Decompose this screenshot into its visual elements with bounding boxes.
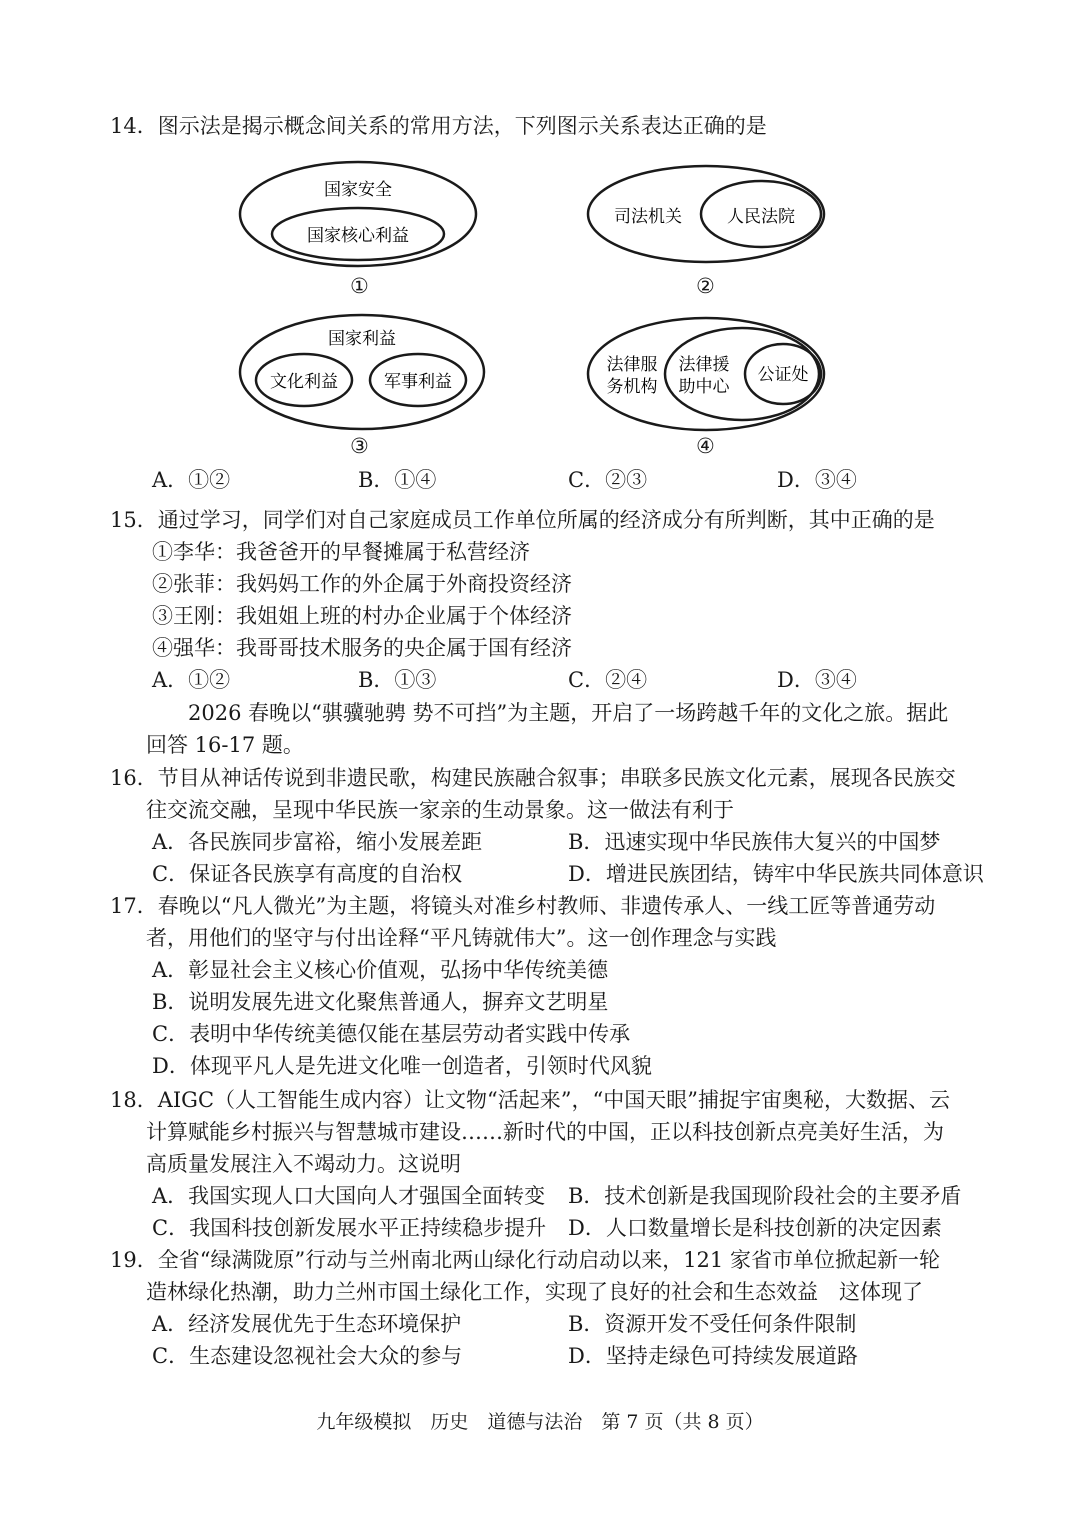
d4-inner: 公证处 (757, 365, 809, 385)
d3-right: 军事利益 (384, 372, 452, 392)
q16-option-d: D．增进民族团结，铸牢中华民族共同体意识 (568, 862, 984, 886)
q16-option-b: B．迅速实现中华民族伟大复兴的中国梦 (568, 830, 941, 854)
q18-line-3: 高质量发展注入不竭动力。这说明 (146, 1152, 461, 1176)
d1-outer: 国家安全 (324, 180, 392, 200)
q14-diagrams (0, 160, 1080, 490)
diagram-4-mark: ④ (696, 434, 715, 458)
q17-option-d: D．体现平凡人是先进文化唯一创造者，引领时代风貌 (152, 1054, 652, 1078)
q15-option-c: C．②④ (568, 668, 648, 692)
page-footer: 九年级模拟 历史 道德与法治 第 7 页（共 8 页） (316, 1411, 764, 1433)
d2-outer: 司法机关 (614, 207, 682, 227)
q18-option-c: C．我国科技创新发展水平正持续稳步提升 (152, 1216, 547, 1240)
q14-option-c: C．②③ (568, 468, 648, 492)
d4-mid-l1: 法律援 (678, 355, 730, 375)
q14-option-d: D．③④ (777, 468, 857, 492)
q16-option-c: C．保证各民族享有高度的自治权 (152, 862, 463, 886)
q17-line-2: 者，用他们的坚守与付出诠释“平凡铸就伟大”。这一创作理念与实践 (146, 926, 777, 950)
q17-option-a: A．彰显社会主义核心价值观，弘扬中华传统美德 (152, 958, 609, 982)
q17-line-1: 17．春晚以“凡人微光”为主题，将镜头对准乡村教师、非遗传承人、一线工匠等普通劳动 (110, 894, 936, 918)
q19-option-c: C．生态建设忽视社会大众的参与 (152, 1344, 463, 1368)
d2-inner: 人民法院 (727, 207, 795, 227)
d3-left: 文化利益 (270, 372, 338, 392)
d3-outer: 国家利益 (328, 329, 396, 349)
q15-option-b: B．①③ (358, 668, 437, 692)
q19-line-2: 造林绿化热潮，助力兰州市国土绿化工作，实现了良好的社会和生态效益 这体现了 (146, 1280, 923, 1304)
q15-item-4: ④强华：我哥哥技术服务的央企属于国有经济 (152, 636, 572, 660)
d4-outer-l2: 务机构 (606, 377, 658, 397)
q15-option-d: D．③④ (777, 668, 857, 692)
q16-line-2: 往交流交融，呈现中华民族一家亲的生动景象。这一做法有利于 (146, 798, 734, 822)
d4-mid-l2: 助中心 (678, 377, 730, 397)
q14-stem: 14．图示法是揭示概念间关系的常用方法，下列图示关系表达正确的是 (110, 114, 767, 138)
q18-line-2: 计算赋能乡村振兴与智慧城市建设……新时代的中国，正以科技创新点亮美好生活，为 (146, 1120, 944, 1144)
q15-item-2: ②张菲：我妈妈工作的外企属于外商投资经济 (152, 572, 572, 596)
q19-option-a: A．经济发展优先于生态环境保护 (152, 1312, 462, 1336)
d1-inner: 国家核心利益 (307, 226, 409, 246)
diagram-2-mark: ② (696, 274, 715, 298)
q16-option-a: A．各民族同步富裕，缩小发展差距 (152, 830, 483, 854)
material-line-1: 2026 春晚以“骐骥驰骋 势不可挡”为主题，开启了一场跨越千年的文化之旅。据此 (188, 701, 949, 725)
diagram-3-mark: ③ (350, 434, 369, 458)
q14-option-a: A．①② (152, 468, 231, 492)
q16-line-1: 16．节目从神话传说到非遗民歌，构建民族融合叙事；串联多民族文化元素，展现各民族交 (110, 766, 956, 790)
diagram-2 (588, 166, 824, 262)
q19-option-d: D．坚持走绿色可持续发展道路 (568, 1344, 858, 1368)
q15-stem: 15．通过学习，同学们对自己家庭成员工作单位所属的经济成分有所判断，其中正确的是 (110, 508, 935, 532)
q18-option-a: A．我国实现人口大国向人才强国全面转变 (152, 1184, 546, 1208)
q15-item-1: ①李华：我爸爸开的早餐摊属于私营经济 (152, 540, 530, 564)
d4-outer-l1: 法律服 (606, 355, 658, 375)
diagram-1 (240, 162, 476, 266)
diagram-1-mark: ① (350, 274, 369, 298)
q19-option-b: B．资源开发不受任何条件限制 (568, 1312, 857, 1336)
diagram-4 (588, 318, 824, 430)
q18-option-b: B．技术创新是我国现阶段社会的主要矛盾 (568, 1184, 962, 1208)
q15-option-a: A．①② (152, 668, 231, 692)
material-line-2: 回答 16-17 题。 (146, 733, 304, 757)
q17-option-c: C．表明中华传统美德仅能在基层劳动者实践中传承 (152, 1022, 631, 1046)
q14-option-b: B．①④ (358, 468, 437, 492)
q15-item-3: ③王刚：我姐姐上班的村办企业属于个体经济 (152, 604, 572, 628)
q18-line-1: 18．AIGC（人工智能生成内容）让文物“活起来”，“中国天眼”捕捉宇宙奥秘，大数据、云 (110, 1088, 950, 1112)
diagram-3 (240, 315, 484, 429)
q18-option-d: D．人口数量增长是科技创新的决定因素 (568, 1216, 942, 1240)
q17-option-b: B．说明发展先进文化聚焦普通人，摒弃文艺明星 (152, 990, 609, 1014)
q19-line-1: 19．全省“绿满陇原”行动与兰州南北两山绿化行动启动以来，121 家省市单位掀起新一轮 (110, 1248, 940, 1272)
